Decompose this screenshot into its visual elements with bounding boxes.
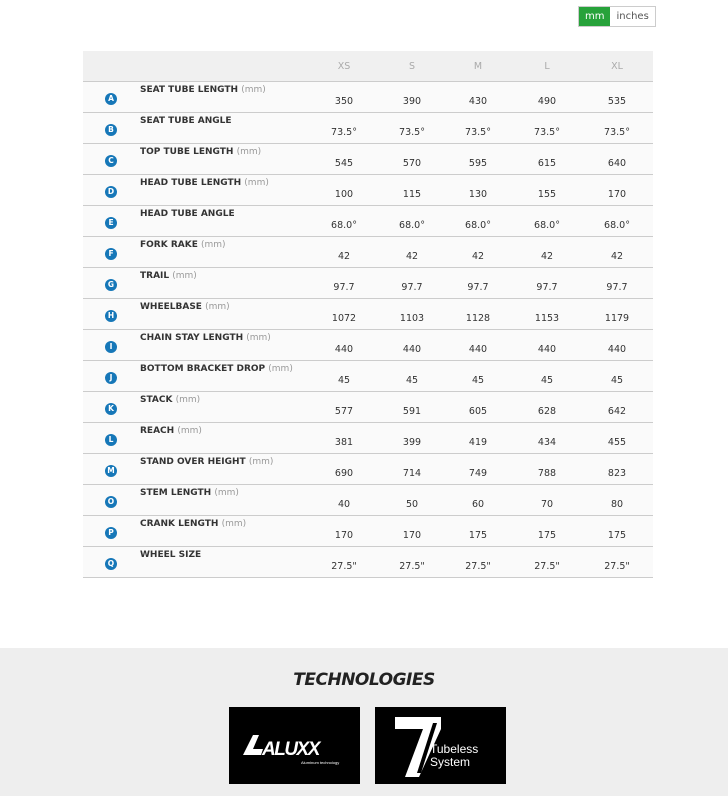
dimension-unit: (mm) <box>268 364 293 374</box>
unit-inches-button[interactable]: inches <box>610 7 654 26</box>
dimension-value: 42 <box>337 251 351 262</box>
dimension-letter-icon: I <box>105 341 117 353</box>
dimension-unit: (mm) <box>246 333 271 343</box>
table-header <box>83 51 653 82</box>
dimension-value: 42 <box>471 251 485 262</box>
dimension-value: 68.0° <box>399 220 425 231</box>
dimension-value: 434 <box>537 437 557 448</box>
size-header: L <box>544 61 550 72</box>
dimension-letter-icon: J <box>105 372 117 384</box>
dimension-letter-icon: A <box>105 93 117 105</box>
dimension-value: 642 <box>607 406 627 417</box>
dimension-value: 45 <box>610 375 624 386</box>
dimension-unit: (mm) <box>221 519 247 529</box>
dimension-value: 115 <box>402 189 422 200</box>
dimension-label <box>140 240 226 250</box>
dimension-value: 788 <box>537 468 557 479</box>
dimension-value: 823 <box>607 468 627 479</box>
dimension-value: 68.0° <box>331 220 357 231</box>
dimension-value: 130 <box>468 189 488 200</box>
dimension-value: 430 <box>468 96 488 107</box>
dimension-value: 45 <box>405 375 419 386</box>
dimension-unit: (mm) <box>244 178 269 188</box>
dimension-letter-icon: P <box>105 527 117 539</box>
dimension-value: 1179 <box>604 313 630 324</box>
dimension-letter-icon: F <box>105 248 117 260</box>
dimension-value: 175 <box>537 530 557 541</box>
dimension-value: 615 <box>537 158 557 169</box>
table-row <box>83 330 653 361</box>
size-header: S <box>408 61 416 72</box>
dimension-value: 70 <box>540 499 554 510</box>
dimension-name: HEAD TUBE ANGLE <box>140 209 235 219</box>
dimension-value: 440 <box>537 344 557 355</box>
dimension-label <box>140 426 202 436</box>
dimension-value: 73.5° <box>604 127 630 138</box>
dimension-label <box>140 85 266 95</box>
table-row <box>83 206 653 237</box>
dimension-name: HEAD TUBE LENGTH <box>140 178 242 188</box>
dimension-letter-icon: B <box>105 124 117 136</box>
table-row <box>83 268 653 299</box>
dimension-value: 714 <box>402 468 422 479</box>
dimension-value: 50 <box>405 499 419 510</box>
dimension-value: 570 <box>402 158 422 169</box>
dimension-unit: (mm) <box>177 426 202 436</box>
dimension-label <box>140 209 235 219</box>
dimension-value: 595 <box>468 158 488 169</box>
dimension-value: 1072 <box>331 313 357 324</box>
dimension-value: 350 <box>334 96 354 107</box>
tubeless-logo[interactable] <box>375 707 506 784</box>
dimension-name: STACK <box>140 395 173 405</box>
size-header: XL <box>611 61 623 72</box>
dimension-value: 545 <box>334 158 354 169</box>
dimension-value: 97.7 <box>606 282 628 293</box>
table-row <box>83 299 653 330</box>
dimension-value: 419 <box>468 437 488 448</box>
table-row <box>83 237 653 268</box>
dimension-label <box>140 116 232 126</box>
dimension-value: 45 <box>471 375 485 386</box>
svg-text:Tubeless: Tubeless <box>430 742 479 756</box>
dimension-name: TOP TUBE LENGTH <box>140 147 234 157</box>
table-row <box>83 423 653 454</box>
dimension-label <box>140 147 261 157</box>
dimension-value: 97.7 <box>401 282 423 293</box>
dimension-value: 1128 <box>465 313 491 324</box>
dimension-label <box>140 519 246 529</box>
dimension-name: CHAIN STAY LENGTH <box>140 333 244 343</box>
dimension-value: 399 <box>402 437 422 448</box>
dimension-value: 42 <box>405 251 419 262</box>
dimension-letter-icon: H <box>105 310 117 322</box>
dimension-name: WHEEL SIZE <box>140 550 202 560</box>
dimension-letter-icon: E <box>105 217 117 229</box>
dimension-value: 440 <box>607 344 627 355</box>
dimension-value: 97.7 <box>333 282 355 293</box>
dimension-label <box>140 271 197 281</box>
dimension-letter-icon: G <box>105 279 117 291</box>
dimension-name: STAND OVER HEIGHT <box>140 457 246 467</box>
dimension-value: 690 <box>334 468 354 479</box>
dimension-unit: (mm) <box>172 271 197 281</box>
unit-toggle <box>578 6 656 27</box>
dimension-name: REACH <box>140 426 175 436</box>
dimension-value: 80 <box>610 499 624 510</box>
dimension-label <box>140 550 201 560</box>
dimension-unit: (mm) <box>201 240 226 250</box>
dimension-value: 42 <box>610 251 624 262</box>
dimension-value: 73.5° <box>465 127 491 138</box>
dimension-unit: (mm) <box>175 395 201 405</box>
dimension-value: 27.5" <box>604 561 630 572</box>
dimension-value: 60 <box>471 499 485 510</box>
dimension-value: 97.7 <box>536 282 558 293</box>
dimension-value: 40 <box>337 499 351 510</box>
table-row <box>83 485 653 516</box>
dimension-value: 170 <box>402 530 422 541</box>
technologies-section <box>0 648 728 796</box>
dimension-unit: (mm) <box>248 457 274 467</box>
dimension-value: 605 <box>468 406 488 417</box>
dimension-value: 68.0° <box>604 220 630 231</box>
table-row <box>83 392 653 423</box>
dimension-value: 45 <box>540 375 554 386</box>
table-row <box>83 144 653 175</box>
dimension-value: 73.5° <box>399 127 425 138</box>
dimension-value: 1103 <box>399 313 425 324</box>
dimension-unit: (mm) <box>205 302 230 312</box>
dimension-value: 68.0° <box>534 220 560 231</box>
dimension-label <box>140 333 271 343</box>
dimension-value: 440 <box>334 344 354 355</box>
dimension-value: 749 <box>468 468 488 479</box>
dimension-label <box>140 395 200 405</box>
dimension-label <box>140 488 239 498</box>
dimension-value: 68.0° <box>465 220 491 231</box>
dimension-value: 27.5" <box>534 561 560 572</box>
dimension-value: 27.5" <box>331 561 357 572</box>
dimension-name: WHEELBASE <box>140 302 202 312</box>
aluxx-logo[interactable] <box>229 707 360 784</box>
dimension-label <box>140 457 273 467</box>
dimension-value: 175 <box>607 530 627 541</box>
dimension-value: 100 <box>334 189 354 200</box>
dimension-value: 455 <box>607 437 627 448</box>
dimension-value: 170 <box>607 189 627 200</box>
dimension-label <box>140 178 269 188</box>
dimension-value: 27.5" <box>465 561 491 572</box>
dimension-letter-icon: L <box>105 434 117 446</box>
dimension-unit: (mm) <box>236 147 262 157</box>
svg-text:System: System <box>430 755 471 769</box>
technologies-title: TECHNOLOGIES <box>293 670 435 690</box>
size-header: XS <box>337 61 351 72</box>
tubeless-logo-icon <box>375 707 506 784</box>
table-row <box>83 113 653 144</box>
dimension-value: 381 <box>334 437 354 448</box>
dimension-value: 42 <box>540 251 554 262</box>
dimension-value: 27.5" <box>399 561 425 572</box>
dimension-unit: (mm) <box>241 85 266 95</box>
dimension-letter-icon: D <box>105 186 117 198</box>
dimension-unit: (mm) <box>214 488 239 498</box>
dimension-value: 640 <box>607 158 627 169</box>
table-row <box>83 82 653 113</box>
dimension-value: 45 <box>337 375 351 386</box>
dimension-letter-icon: O <box>105 496 117 508</box>
svg-text:ALUXX: ALUXX <box>262 739 319 760</box>
geometry-table <box>83 51 653 578</box>
dimension-value: 97.7 <box>467 282 489 293</box>
unit-mm-button[interactable]: mm <box>579 7 610 26</box>
dimension-value: 628 <box>537 406 557 417</box>
dimension-letter-icon: C <box>105 155 117 167</box>
table-row <box>83 516 653 547</box>
dimension-letter-icon: K <box>105 403 117 415</box>
dimension-name: CRANK LENGTH <box>140 519 219 529</box>
dimension-letter-icon: Q <box>105 558 117 570</box>
dimension-value: 535 <box>607 96 627 107</box>
dimension-value: 577 <box>334 406 354 417</box>
dimension-name: BOTTOM BRACKET DROP <box>140 364 266 374</box>
table-row <box>83 361 653 392</box>
dimension-value: 490 <box>537 96 557 107</box>
dimension-value: 73.5° <box>331 127 357 138</box>
dimension-value: 440 <box>468 344 488 355</box>
dimension-value: 440 <box>402 344 422 355</box>
dimension-name: TRAIL <box>140 271 170 281</box>
dimension-value: 175 <box>468 530 488 541</box>
dimension-value: 591 <box>402 406 422 417</box>
dimension-name: FORK RAKE <box>140 240 198 250</box>
dimension-value: 170 <box>334 530 354 541</box>
dimension-name: SEAT TUBE LENGTH <box>140 85 239 95</box>
dimension-value: 390 <box>402 96 422 107</box>
dimension-value: 155 <box>537 189 557 200</box>
dimension-name: STEM LENGTH <box>140 488 212 498</box>
dimension-value: 73.5° <box>534 127 560 138</box>
dimension-label <box>140 302 230 312</box>
table-row <box>83 454 653 485</box>
aluxx-logo-icon <box>229 707 360 784</box>
table-row <box>83 175 653 206</box>
dimension-letter-icon: M <box>105 465 117 477</box>
svg-text:Aluminum technology: Aluminum technology <box>301 760 340 765</box>
size-header: M <box>473 61 483 72</box>
dimension-label <box>140 364 293 374</box>
dimension-name: SEAT TUBE ANGLE <box>140 116 232 126</box>
table-row <box>83 547 653 578</box>
dimension-value: 1153 <box>534 313 560 324</box>
